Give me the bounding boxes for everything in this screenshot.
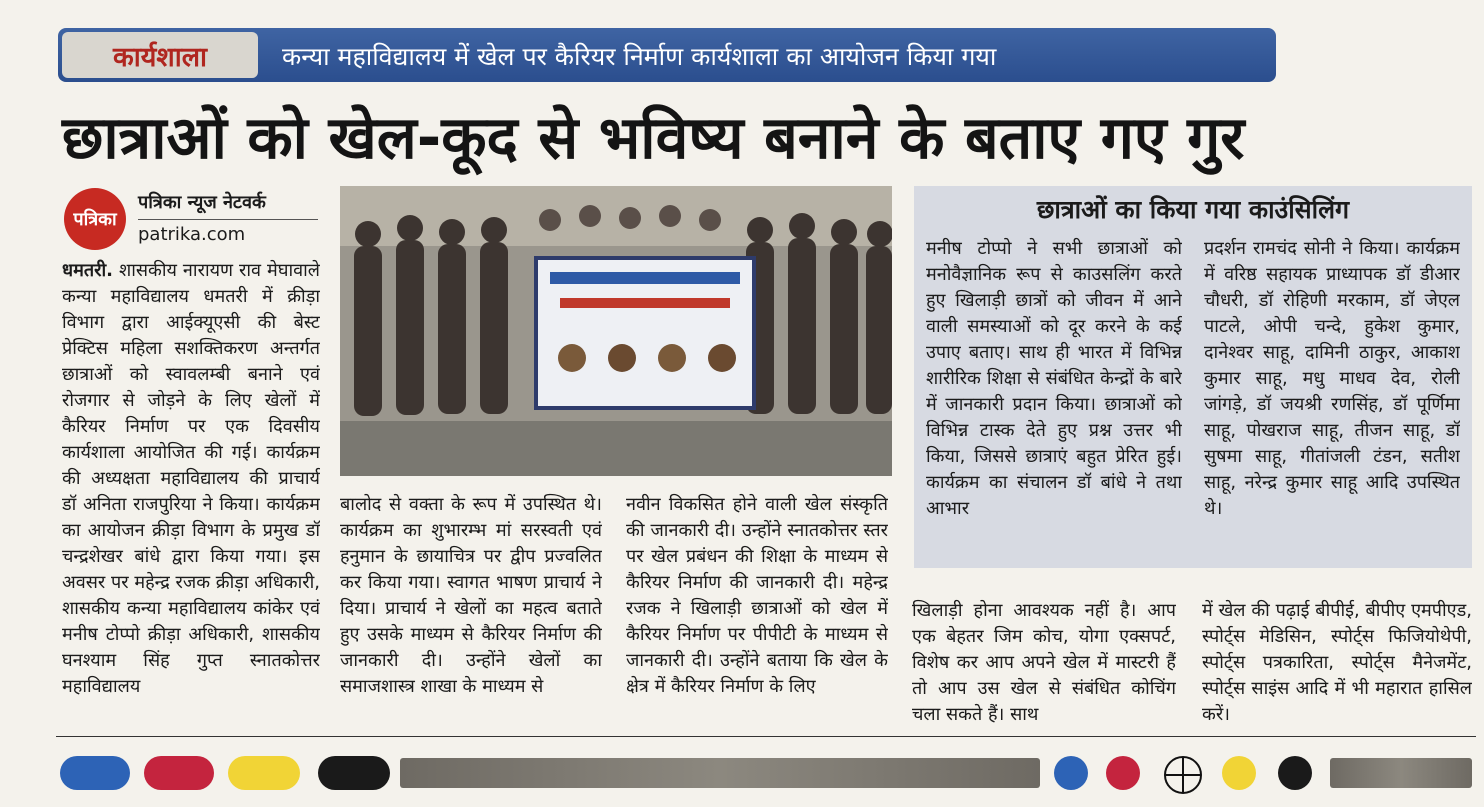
dateline: धमतरी. bbox=[62, 260, 113, 281]
yellow-swatch bbox=[228, 756, 300, 790]
article-column-2: बालोद से वक्ता के रूप में उपस्थित थे। कार्यक्रम का शुभारम्भ मां सरस्वती एवं हनुमान के छायाचित्र पर द्वीप प्रज्वलित कर किया गया। स्वागत भाषण प्राचार्य ने दिया। प्राचार्य ने खेलों का महत्व बताते हुए उसके माध्यम से कैरियर निर्माण की जानकारी दी। उन्होंने खेलों का समाजशास्त्र शाखा के माध्यम से bbox=[340, 494, 602, 697]
counselling-column-1: मनीष टोप्पो ने सभी छात्राओं को मनोवैज्ञानिक रूप से काउसलिंग करते हुए खिलाड़ी छात्रों को जीवन में आने वाली समस्याओं को दूर करने के कई उपाए बताए। साथ ही भारत में विभिन्न शारीरिक शिक्षा से संबंधित केन्द्रों के बारे में जानकारी प्रदान किया। छात्राओं को विभिन्न टास्क देते हुए प्रश्न उत्तर भी किया, जिससे छात्राएं बहुत प्रेरित हुई। कार्यक्रम का संचालन डॉ बांधे ने तथा आभार bbox=[926, 238, 1182, 519]
page-bottom-rule bbox=[56, 736, 1476, 737]
black-swatch bbox=[318, 756, 390, 790]
article-column-5: में खेल की पढ़ाई बीपीई, बीपीए एमपीएड, स्पोर्ट्स मेडिसिन, स्पोर्ट्स फिजियोथेपी, स्पोर्ट्स पत्रकारिता, स्पोर्ट्स मैनेजमेंट, स्पोर्ट्स साइंस आदि में भी महारात हासिल करें। bbox=[1202, 600, 1472, 725]
counselling-box-title: छात्राओं का किया गया काउंसिलिंग bbox=[1036, 195, 1350, 224]
magenta-dot bbox=[1106, 756, 1140, 790]
headline: छात्राओं को खेल-कूद से भविष्य बनाने के बताए गए गुर bbox=[62, 103, 1245, 172]
cyan-dot bbox=[1054, 756, 1088, 790]
magenta-swatch bbox=[144, 756, 214, 790]
counselling-column-2: प्रदर्शन रामचंद सोनी ने किया। कार्यक्रम में वरिष्ठ सहायक प्राध्यापक डॉ डीआर चौधरी, डॉ रोहिणी मरकाम, डॉ जेएल पाटले, ओपी चन्दे, हुकेश कुमार, दानेश्वर साहू, दामिनी ठाकुर, आकाश कुमार साहू, मधु माधव देव, रोली जांगड़े, डॉ जयश्री रणसिंह, डॉ पूर्णिमा साहू, पोखराज साहू, तीजन साहू, डॉ सुषमा साहू, गीतांजली टंडन, सतीश साहू, नरेन्द्र कुमार साहू आदि उपस्थित थे। bbox=[1204, 238, 1460, 519]
byline-agency: पत्रिका न्यूज नेटवर्क bbox=[138, 192, 266, 213]
density-bar-end bbox=[1330, 758, 1472, 788]
section-tag: कार्यशाला bbox=[62, 32, 258, 78]
event-photo bbox=[340, 186, 892, 476]
patrika-logo: पत्रिका bbox=[64, 188, 126, 250]
yellow-dot bbox=[1222, 756, 1256, 790]
kicker-text: कन्या महाविद्यालय में खेल पर कैरियर निर्माण कार्यशाला का आयोजन किया गया bbox=[282, 42, 997, 71]
black-dot bbox=[1278, 756, 1312, 790]
article-column-1 bbox=[62, 258, 320, 728]
cyan-swatch bbox=[60, 756, 130, 790]
article-column-4: खिलाड़ी होना आवश्यक नहीं है। आप एक बेहतर जिम कोच, योगा एक्सपर्ट, विशेष कर आप अपने खेल में मास्टरी हैं तो आप उस खेल से संबंधित कोचिंग चला सकते हैं। साथ bbox=[912, 600, 1176, 725]
byline-site: patrika.com bbox=[138, 224, 246, 245]
article-column-1-text: शासकीय नारायण राव मेघावाले कन्या महाविद्यालय धमतरी में क्रीड़ा विभाग द्वारा आईक्यूएसी की बेस्ट प्रेक्टिस महिला सशक्तिकरण अन्तर्गत छात्राओं को स्वावलम्बी बनाने एवं रोजगार से जोड़ने के लिए खेलों में कैरियर निर्माण पर एक दिवसीय कार्यशाला आयोजित की गई। कार्यक्रम की अध्यक्षता महाविद्यालय की प्राचार्य डॉ अनिता राजपुरिया ने किया। कार्यक्रम का आयोजन क्रीड़ा विभाग के प्रमुख डॉ चन्द्रशेखर बांधे द्वारा किया गया। इस अवसर पर महेन्द्र रजक क्रीड़ा अधिकारी, शासकीय कन्या महाविद्यालय कांकेर एवं मनीष टोप्पो क्रीड़ा अधिकारी, शासकीय घनश्याम सिंह गुप्त स्नातकोत्तर महाविद्यालय bbox=[62, 260, 320, 697]
density-bar bbox=[400, 758, 1040, 788]
article-column-3: नवीन विकसित होने वाली खेल संस्कृति की जानकारी दी। उन्होंने स्नातकोत्तर स्तर पर खेल प्रबंधन की शिक्षा के माध्यम से कैरियर निर्माण की जानकारी दी। महेन्द्र रजक ने खिलाड़ी छात्राओं को खेल में कैरियर निर्माण पर पीपीटी के माध्यम से जानकारी दी। उन्होंने बताया कि खेल के क्षेत्र में कैरियर निर्माण के लिए bbox=[626, 494, 888, 697]
registration-mark-icon bbox=[1164, 756, 1202, 794]
print-registration-strip bbox=[56, 748, 1476, 798]
event-photo-graphic bbox=[340, 186, 892, 476]
byline-divider bbox=[138, 219, 318, 220]
